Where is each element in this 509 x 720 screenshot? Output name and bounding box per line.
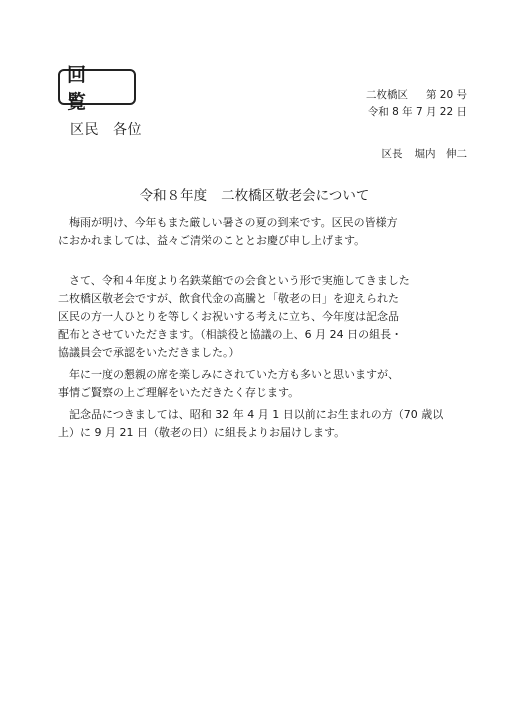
document-title xyxy=(0,184,509,204)
body-paragraph-apology xyxy=(58,366,478,402)
recipient-honorific: 各位 xyxy=(113,122,142,138)
circulation-stamp-label: 回 覧 xyxy=(67,64,120,113)
sender-title: 区長 xyxy=(381,148,403,160)
recipient-area: 区民 xyxy=(70,122,99,138)
sender-name: 堀内 伸二 xyxy=(414,148,467,160)
paragraph-line: 記念品につきましては、昭和 32 年 4 月 1 日以前にお生まれの方（70 歳以 xyxy=(58,408,444,421)
paragraph-line: 事情ご賢察の上ご理解をいただきたく存じます。 xyxy=(58,386,300,399)
paragraph-line: さて、令和４年度より名鉄菜館での会食という形で実施してきました xyxy=(58,274,410,287)
paragraph-line: 区民の方一人ひとりを等しくお祝いする考えに立ち、今年度は記念品 xyxy=(58,310,399,323)
body-paragraph-delivery xyxy=(58,406,478,442)
recipient-line xyxy=(70,119,142,139)
paragraph-line: におかれましては、益々ご清栄のこととお慶び申し上げます。 xyxy=(58,234,366,247)
body-paragraph-greeting xyxy=(58,214,478,250)
title-subject: 二枚橋区敬老会について xyxy=(221,188,370,204)
paragraph-line: 上）に 9 月 21 日（敬老の日）に組長よりお届けします。 xyxy=(58,426,346,439)
document-number-line xyxy=(366,87,467,102)
issuing-org: 二枚橋区 xyxy=(365,89,408,101)
paragraph-line: 梅雨が明け、今年もまた厳しい暑さの夏の到来です。区民の皆様方 xyxy=(58,216,398,229)
document-number: 第 20 号 xyxy=(425,89,467,101)
title-year: 令和８年度 xyxy=(139,188,208,204)
paragraph-line: 二枚橋区敬老会ですが、飲食代金の高騰と「敬老の日」を迎えられた xyxy=(58,292,399,305)
issue-date: 令和 8 年 7 月 22 日 xyxy=(367,106,467,118)
body-paragraph-change xyxy=(58,272,478,362)
paragraph-line: 配布とさせていただきます。（相談役と協議の上、6 月 24 日の組長・ xyxy=(58,328,403,341)
paragraph-line: 協議員会で承認をいただきました。） xyxy=(58,346,240,359)
circulation-stamp xyxy=(58,64,136,113)
sender-line xyxy=(382,146,468,161)
paragraph-line: 年に一度の懇親の席を楽しみにされていた方も多いと思いますが、 xyxy=(58,368,399,381)
